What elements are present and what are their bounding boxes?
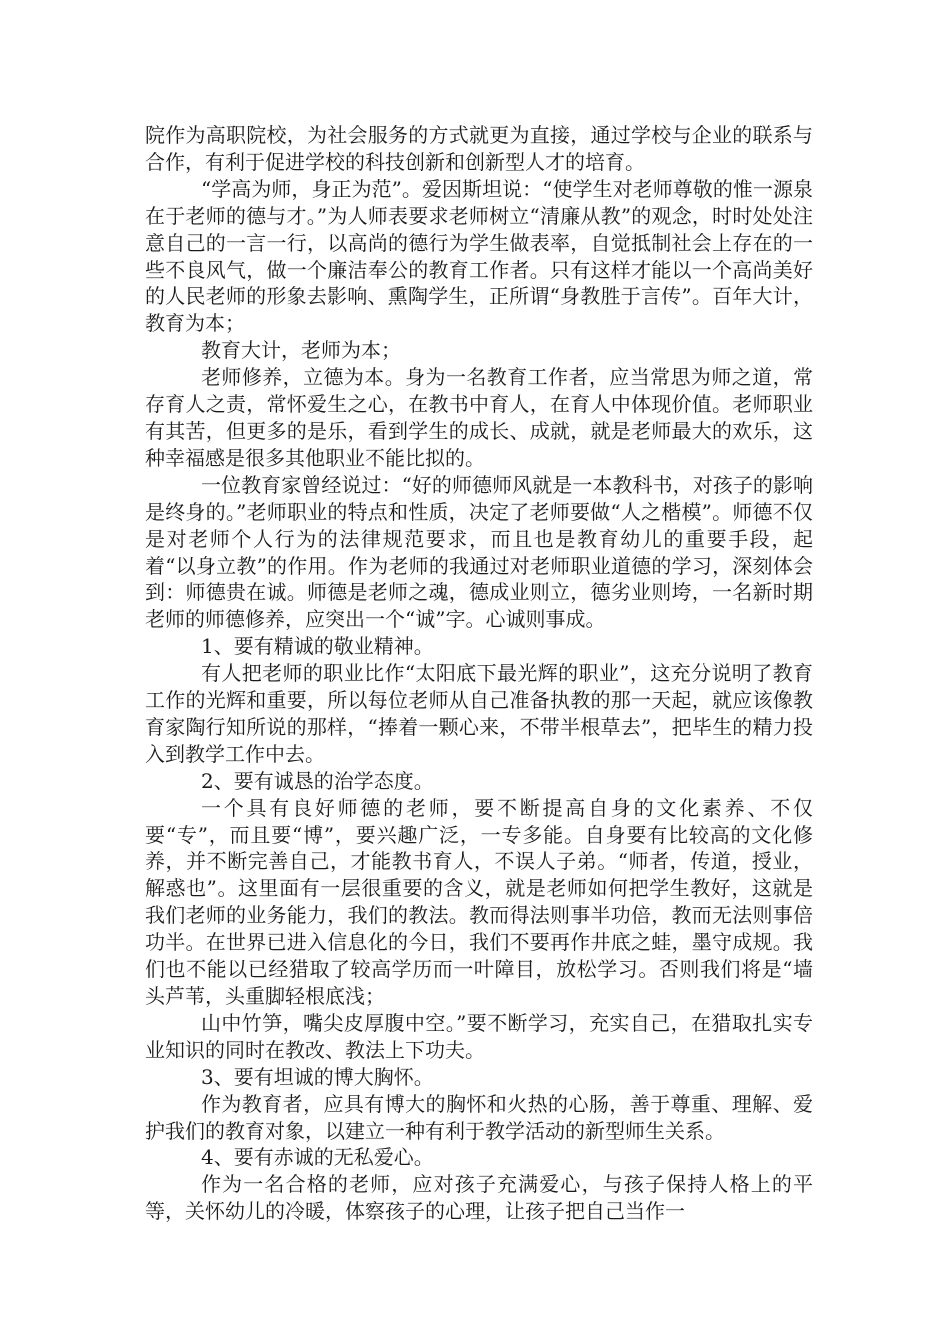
document-body <box>145 122 813 1225</box>
paragraph-1: 院作为高职院校，为社会服务的方式就更为直接，通过学校与企业的联系与合作，有利于促进学校的科技创新和创新型人才的培育。 <box>145 123 813 174</box>
paragraph-7: 有人把老师的职业比作“太阳底下最光辉的职业”，这充分说明了教育工作的光辉和重要，所以每位老师从自己准备执教的那一天起，就应该像教育家陶行知所说的那样，“捧着一颗心来，不带半根草去”，把毕生的精力投入到教学工作中去。 <box>145 661 813 766</box>
paragraph-9: 一个具有良好师德的老师，要不断提高自身的文化素养、不仅要“专”，而且要“博”，要兴趣广泛，一专多能。自身要有比较高的文化修养，并不断完善自己，才能教书育人，不误人子弟。“师者，传道，授业，解惑也”。这里面有一层很重要的含义，就是老师如何把学生教好，这就是我们老师的业务能力，我们的教法。教而得法则事半功倍，教而无法则事倍功半。在世界已进入信息化的今日，我们不要再作井底之蛙，墨守成规。我们也不能以已经猎取了较高学历而一叶障目，放松学习。否则我们将是“墙头芦苇，头重脚轻根底浅； <box>145 795 813 1008</box>
paragraph-5: 一位教育家曾经说过：“好的师德师风就是一本教科书，对孩子的影响是终身的。”老师职业的特点和性质，决定了老师要做“人之楷模”。师德不仅是对老师个人行为的法律规范要求，而且也是教育幼儿的重要手段，起着“以身立教”的作用。作为老师的我通过对老师职业道德的学习，深刻体会到：师德贵在诚。师德是老师之魂，德成业则立，德劣业则垮，一名新时期老师的师德修养，应突出一个“诚”字。心诚则事成。 <box>145 472 813 632</box>
paragraph-4: 老师修养，立德为本。身为一名教育工作者，应当常思为师之道，常存育人之责，常怀爱生之心，在教书中育人，在育人中体现价值。老师职业有其苦，但更多的是乐，看到学生的成长、成就，就是老师最大的欢乐，这种幸福感是很多其他职业不能比拟的。 <box>145 365 813 470</box>
paragraph-11: 3、要有坦诚的博大胸怀。 <box>201 1064 434 1089</box>
paragraph-8: 2、要有诚恳的治学态度。 <box>201 768 434 793</box>
paragraph-13: 4、要有赤诚的无私爱心。 <box>201 1145 434 1170</box>
paragraph-6: 1、要有精诚的敬业精神。 <box>201 634 434 659</box>
paragraph-3: 教育大计，老师为本； <box>201 338 401 363</box>
paragraph-2: “学高为师，身正为范”。爱因斯坦说：“使学生对老师尊敬的惟一源泉在于老师的德与才。”为人师表要求老师树立“清廉从教”的观念，时时处处注意自己的一言一行，以高尚的德行为学生做表率，自觉抵制社会上存在的一些不良风气，做一个廉洁奉公的教育工作者。只有这样才能以一个高尚美好的人民老师的形象去影响、熏陶学生，正所谓“身教胜于言传”。百年大计，教育为本； <box>145 176 813 336</box>
paragraph-10: 山中竹笋，嘴尖皮厚腹中空。”要不断学习，充实自己，在猎取扎实专业知识的同时在教改、教法上下功夫。 <box>145 1010 813 1062</box>
paragraph-14: 作为一名合格的老师，应对孩子充满爱心，与孩子保持人格上的平等，关怀幼儿的冷暖，体察孩子的心理，让孩子把自己当作一 <box>145 1172 813 1224</box>
paragraph-12: 作为教育者，应具有博大的胸怀和火热的心肠，善于尊重、理解、爱护我们的教育对象，以建立一种有利于教学活动的新型师生关系。 <box>145 1091 813 1143</box>
